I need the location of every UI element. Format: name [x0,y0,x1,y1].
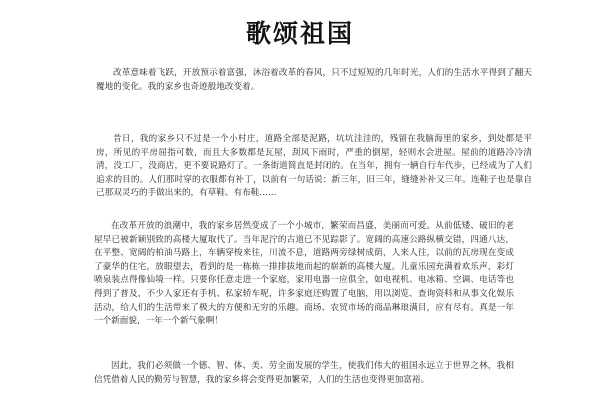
paragraph-intro: 改革意味着飞跃，开放预示着富强，沐浴着改革的春风，只不过短短的几年时光，人们的生活水平得到了翻天覆地的变化。我的家乡也奇迹般地改变着。 [96,68,532,92]
paragraph-conclusion: 因此，我们必须做一个德、智、体、美、劳全面发展的学生，使我们伟大的祖国永远立于世界之林，我相信凭借着人民的勤劳与智慧，我的家乡将会变得更加繁荣，人们的生活也变得更加富裕。 [94,361,514,385]
paragraph-present: 在改革开放的浪潮中，我的家乡居然变成了一个小城市，繁荣而昌盛，美丽而可爱。从前低矮、破旧的老屋早已被新颖别致的高楼大厦取代了。当年泥泞的古道已不见踪影了。宽阔的高速公路纵横交错，四通八达，在平整、宽阔的柏油马路上，车辆穿梭来往，川流不息，道路两旁绿树成荫，人来人往，以前的瓦房现在变成了豪华的住宅，放眼望去，看到的是一栋栋一排排拔地而起的崭新的高楼大厦。儿童乐园充满着欢乐声，彩灯喷泉装点得像仙境一样。只要你任意走进一个家庭，家用电器一应俱全，如电视机、电冰箱、空调、电话等也得到了普及，不少人家还有手机、私家轿车呢，许多家庭还购置了电脑，用以浏览、查询资料和从事文化娱乐活动，给人们的生活带来了极大的方便和无穷的乐趣。商场、农贸市场的商品琳琅满目，应有尽有。真是一年一个新面貌，一年一个新气象啊！ [94,221,514,327]
paragraph-past: 昔日，我的家乡只不过是一个小村庄，道路全部是泥路，坑坑洼洼的，残留在我脑海里的家乡，到处都是平房，所见的平房屈指可数，而且大多数都是瓦屋，刮风下雨时，严重的倒屋，轻则水会进屋。屋前的道路冷冷清清，没工厂，没商店，更不要说路灯了。一条街道简直是封闭的。在当年，拥有一辆自行车代步，已经成为了人们追求的目的。人们那时穿的衣服都有补丁，以前有一句话说：新三年，旧三年，缝缝补补又三年。连鞋子也是靠自己那双灵巧的手做出来的，有草鞋、有布鞋…… [96,134,532,199]
essay-title: 歌颂祖国 [245,19,354,48]
